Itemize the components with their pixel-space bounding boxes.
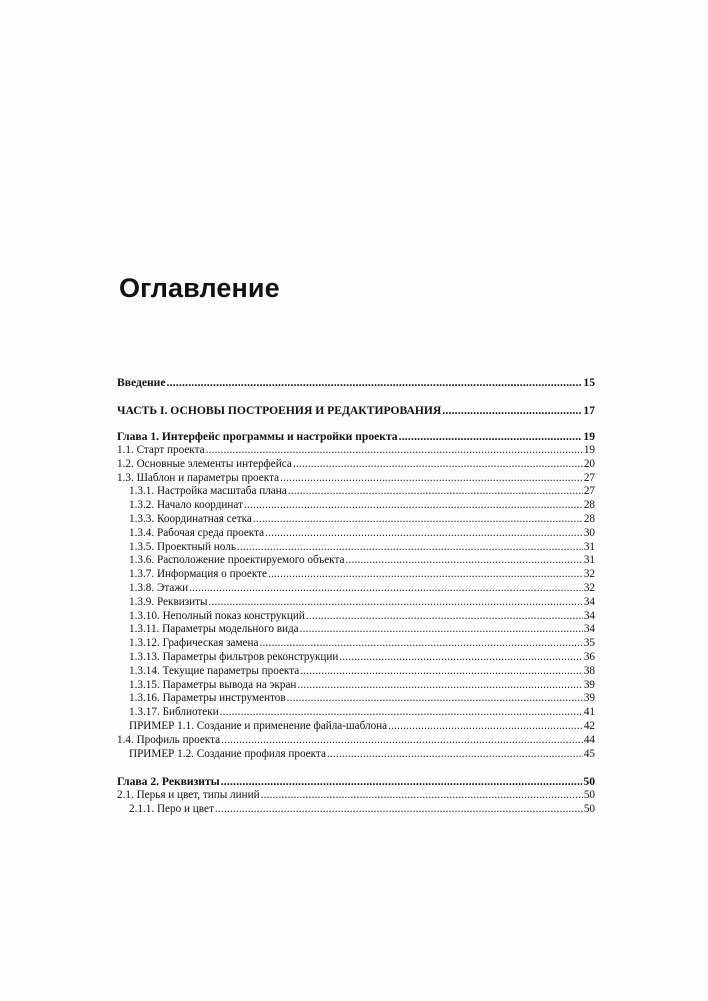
- toc-entry: [117, 485, 595, 499]
- toc-entry-page: 19: [583, 430, 595, 443]
- toc-entry: [117, 513, 595, 527]
- toc-entry-title: 1.3.1. Настройка масштаба плана: [129, 485, 287, 498]
- toc-dot-leader: [399, 430, 583, 444]
- toc-entry-page: 20: [583, 457, 595, 470]
- toc-dot-leader: [297, 679, 582, 693]
- toc-dot-leader: [237, 541, 583, 555]
- toc-entry-part-1: [117, 404, 595, 418]
- toc-entry-title: 1.3.6. Расположение проектируемого объекта: [129, 554, 345, 567]
- toc-entry-title: 1.3.5. Проектный ноль: [129, 540, 236, 553]
- toc-dot-leader: [215, 803, 583, 817]
- toc-entry: [117, 692, 595, 706]
- toc-entry: [117, 789, 595, 803]
- toc-dot-leader: [300, 623, 583, 637]
- toc-dot-leader: [345, 554, 582, 568]
- toc-entry: [117, 596, 595, 610]
- toc-entry: [117, 651, 595, 665]
- toc-entry-title: 1.3.10. Неполный показ конструкций: [129, 609, 305, 622]
- toc-entry-page: 27: [583, 471, 595, 484]
- toc-entry: [117, 499, 595, 513]
- toc-dot-leader: [280, 472, 583, 486]
- toc-entry: [117, 527, 595, 541]
- toc-entry-title: 2.1.1. Перо и цвет: [129, 803, 214, 816]
- toc-entry: [117, 610, 595, 624]
- table-of-contents: [117, 376, 595, 817]
- toc-dot-leader: [253, 513, 583, 527]
- toc-entry-page: 41: [583, 706, 595, 719]
- toc-dot-leader: [288, 485, 583, 499]
- toc-entry-page: 15: [583, 376, 595, 389]
- toc-entry-page: 45: [583, 747, 595, 760]
- toc-entry-title: ПРИМЕР 1.1. Создание и применение файла-шаблона: [129, 719, 388, 732]
- toc-entry-title: ПРИМЕР 1.2. Создание профиля проекта: [129, 747, 326, 760]
- toc-dot-leader: [221, 775, 583, 789]
- toc-entry-title: 1.3.9. Реквизиты: [129, 595, 208, 608]
- toc-entry-title: 1.4. Профиль проекта: [117, 733, 221, 746]
- toc-entry-title: 1.3.11. Параметры модельного вида: [129, 623, 299, 636]
- toc-entry-page: 27: [583, 485, 595, 498]
- toc-entry: [117, 679, 595, 693]
- toc-entry-page: 19: [583, 444, 595, 456]
- toc-dot-leader: [327, 748, 583, 762]
- toc-dot-leader: [261, 789, 583, 803]
- toc-entry: [117, 803, 595, 817]
- toc-entry-title: 1.3.12. Графическая замена: [129, 637, 259, 650]
- toc-dot-leader: [209, 596, 583, 610]
- toc-entry-page: 36: [583, 650, 595, 663]
- toc-entry-title: 1.3.3. Координатная сетка: [129, 512, 252, 525]
- toc-entry: [117, 706, 595, 720]
- toc-entry-title: 1.1. Старт проекта: [117, 444, 205, 456]
- toc-entry: [117, 554, 595, 568]
- toc-dot-leader: [260, 637, 583, 651]
- toc-dot-leader: [287, 692, 583, 706]
- toc-entry-page: 31: [583, 554, 595, 567]
- toc-entry-page: 17: [583, 404, 595, 417]
- toc-entry-title: 1.3.2. Начало координат: [129, 499, 243, 512]
- toc-entry: [117, 734, 595, 748]
- toc-dot-leader: [300, 665, 583, 679]
- toc-entry-page: 50: [583, 789, 595, 802]
- toc-entry-title: Глава 2. Реквизиты: [117, 775, 220, 789]
- toc-entry-page: 28: [583, 512, 595, 525]
- toc-dot-leader: [293, 458, 583, 472]
- toc-dot-leader: [221, 734, 583, 748]
- toc-dot-leader: [268, 568, 583, 582]
- toc-entry-title: 2.1. Перья и цвет, типы линий: [117, 789, 260, 802]
- toc-entry-title: 1.3.16. Параметры инструментов: [129, 692, 286, 705]
- toc-entry-page: 50: [583, 803, 595, 816]
- toc-entry-title: 1.3.17. Библиотеки: [129, 706, 219, 719]
- toc-dot-leader: [189, 582, 583, 596]
- toc-dot-leader: [265, 527, 583, 541]
- toc-entry: [117, 637, 595, 651]
- toc-entry-title: 1.3.13. Параметры фильтров реконструкции: [129, 650, 339, 663]
- toc-entry: [117, 541, 595, 555]
- toc-entry-page: 39: [583, 692, 595, 705]
- toc-entry-title: Глава 1. Интерфейс программы и настройки проекта: [117, 430, 398, 443]
- toc-dot-leader: [442, 404, 582, 418]
- toc-entry-page: 42: [583, 719, 595, 732]
- toc-entry-page: 34: [583, 595, 595, 608]
- toc-entry-example: [117, 720, 595, 734]
- toc-dot-leader: [339, 651, 582, 665]
- toc-entry-page: 39: [583, 678, 595, 691]
- toc-entry-page: 30: [583, 526, 595, 539]
- toc-entry: [117, 444, 595, 458]
- toc-entry-page: 44: [583, 733, 595, 746]
- toc-entry: [117, 665, 595, 679]
- toc-entry: [117, 582, 595, 596]
- toc-entry-page: 32: [583, 581, 595, 594]
- toc-entry-title: Введение: [117, 376, 166, 389]
- toc-entry: [117, 568, 595, 582]
- toc-entry-chapter-1: [117, 430, 595, 444]
- toc-entry-title: 1.2. Основные элементы интерфейса: [117, 457, 292, 470]
- toc-entry: [117, 623, 595, 637]
- toc-dot-leader: [306, 610, 583, 624]
- toc-entry-example: [117, 748, 595, 762]
- toc-entry-title: 1.3.15. Параметры вывода на экран: [129, 678, 297, 691]
- toc-entry-title: 1.3.14. Текущие параметры проекта: [129, 664, 300, 677]
- toc-dot-leader: [220, 706, 583, 720]
- toc-entry-title: 1.3.7. Информация о проекте: [129, 568, 267, 581]
- toc-entry-page: 50: [583, 775, 595, 789]
- toc-entry: [117, 458, 595, 472]
- toc-dot-leader: [206, 444, 583, 458]
- toc-dot-leader: [244, 499, 583, 513]
- toc-entry-page: 31: [583, 540, 595, 553]
- toc-entry-page: 28: [583, 499, 595, 512]
- toc-entry-introduction: [117, 376, 595, 390]
- toc-entry: [117, 472, 595, 486]
- toc-entry-title: 1.3.4. Рабочая среда проекта: [129, 526, 265, 539]
- toc-dot-leader: [388, 720, 583, 734]
- toc-entry-title: 1.3. Шаблон и параметры проекта: [117, 471, 280, 484]
- toc-entry-page: 38: [583, 664, 595, 677]
- toc-entry-chapter-2: [117, 775, 595, 789]
- toc-entry-page: 34: [583, 609, 595, 622]
- toc-entry-title: ЧАСТЬ I. ОСНОВЫ ПОСТРОЕНИЯ И РЕДАКТИРОВАНИЯ: [117, 404, 442, 417]
- page-title: Оглавление: [119, 273, 280, 303]
- toc-entry-page: 32: [583, 568, 595, 581]
- toc-entry-page: 35: [583, 637, 595, 650]
- toc-entry-title: 1.3.8. Этажи: [129, 581, 189, 594]
- toc-entry-page: 34: [583, 623, 595, 636]
- toc-dot-leader: [167, 376, 583, 390]
